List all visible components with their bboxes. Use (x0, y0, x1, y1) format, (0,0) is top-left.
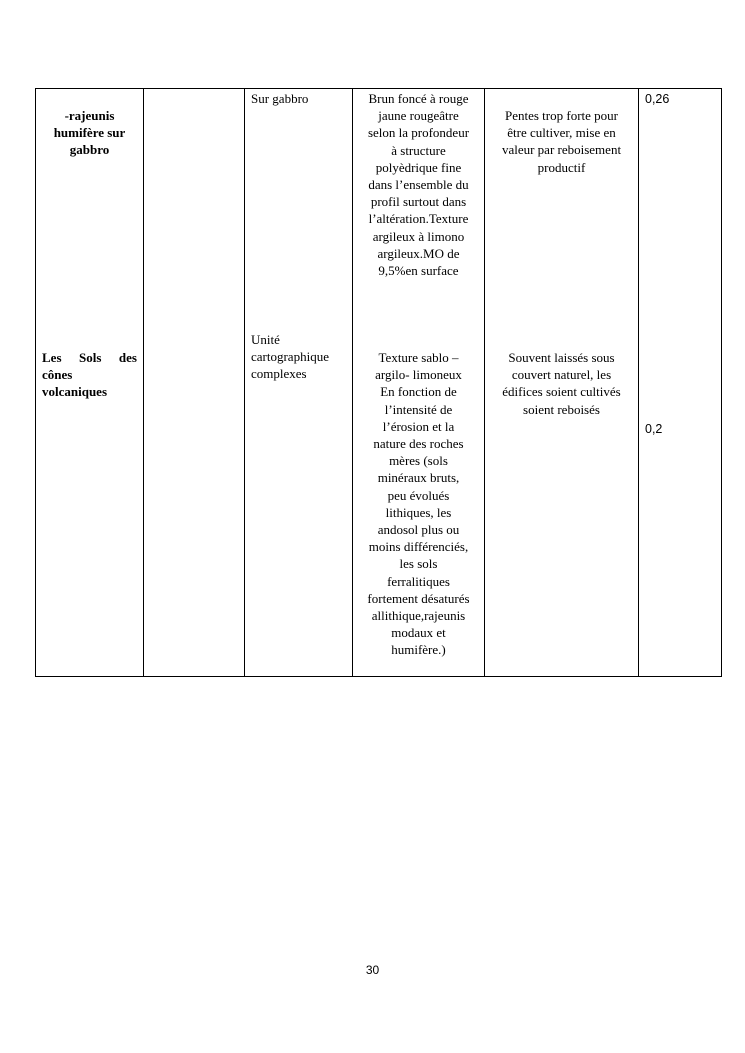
soil-name-cell (36, 89, 144, 677)
description-volcanic: Texture sablo – argilo- limoneux En fonction de l’intensité de l’érosion et la nature des roches mères (sols minéraux bruts, peu évolués lithiques, les andosol plus ou moins différenciés, les sols ferralitiques fortement désaturés allithique,rajeunis modaux et humifère.) (367, 350, 470, 658)
usage-cell (485, 89, 639, 677)
substrate-complex-unit: Unité cartographique complexes (251, 332, 329, 382)
usage-gabbro: Pentes trop forte pour être cultiver, mise en valeur par reboisement productif (501, 108, 622, 175)
soil-name-volcanic: cônes volcaniques (42, 367, 108, 400)
value-gabbro: 0,26 (645, 92, 670, 106)
value-cell (639, 89, 722, 677)
table-row (36, 89, 722, 677)
soil-table (35, 88, 722, 677)
substrate-gabbro: Sur gabbro (251, 91, 309, 106)
page-number: 30 (365, 963, 380, 977)
description-gabbro: Brun foncé à rouge jaune rougeâtre selon la profondeur à structure polyèdrique fine dans l’ensemble du profil surtout dans l’altération.Texture argileux à limono argileux.MO de 9,5%en surface (367, 91, 470, 279)
soil-name-volcanic-line1: Les Sols des (42, 350, 137, 365)
substrate-cell (245, 89, 353, 677)
empty-cell (144, 89, 245, 677)
soil-name-rajeunis: -rajeunis humifère sur gabbro (53, 108, 126, 158)
usage-volcanic: Souvent laissés sous couvert naturel, les édifices soient cultivés soient reboisés (502, 350, 621, 417)
description-cell (353, 89, 485, 677)
value-volcanic: 0,2 (645, 422, 663, 436)
